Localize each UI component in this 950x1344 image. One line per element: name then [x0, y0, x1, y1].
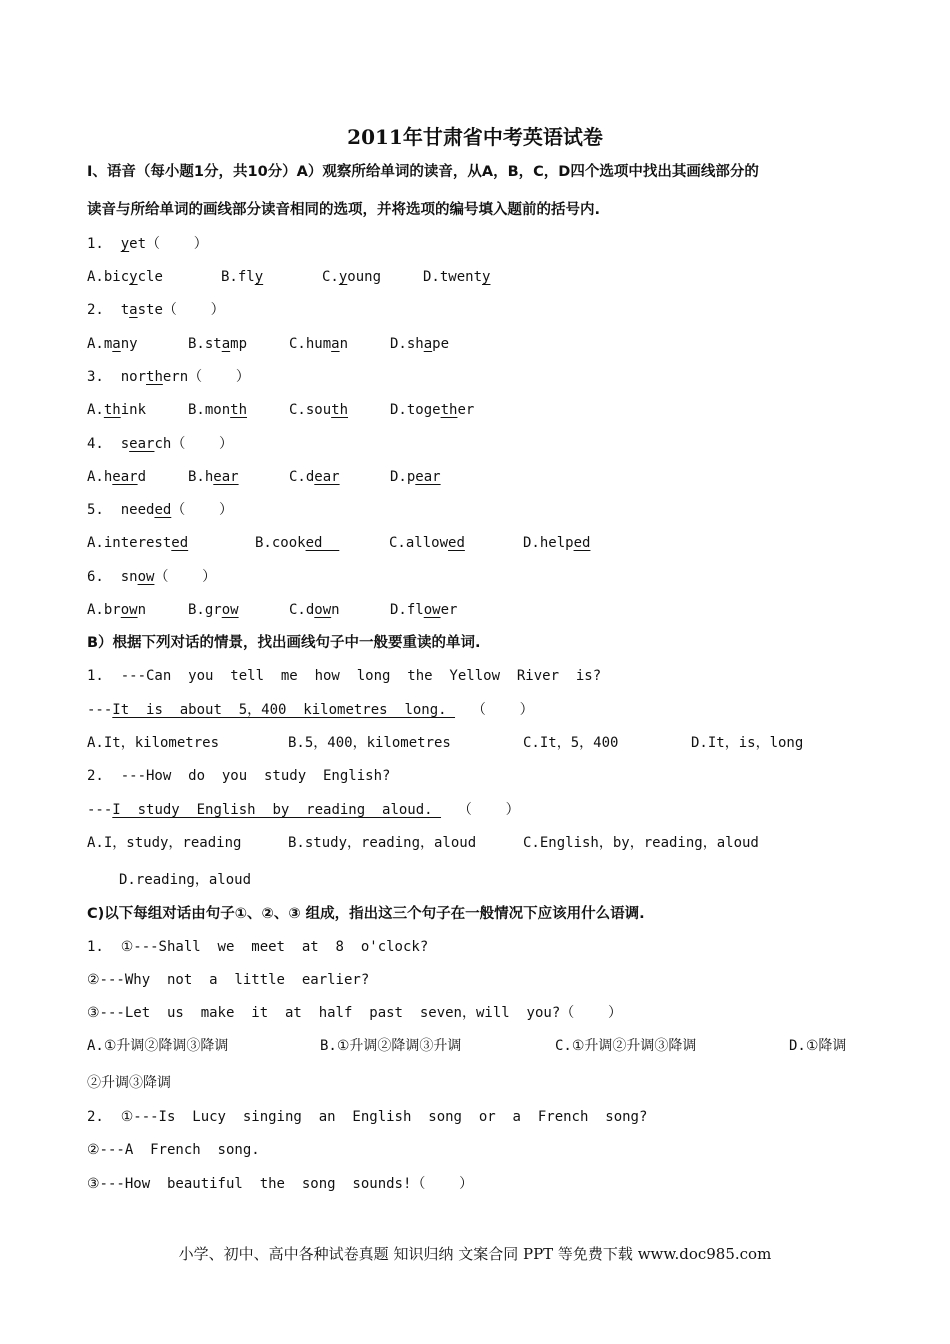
option-c: C.①升调②升调③降调	[555, 1038, 697, 1054]
q2-options	[87, 335, 449, 353]
b-q2-options	[87, 834, 759, 852]
q3-options	[87, 401, 474, 419]
c-q1-line1: 1. ①---Shall we meet at 8 o'clock?	[87, 939, 429, 955]
b-q1-options	[87, 734, 803, 752]
option-d: D.twenty	[423, 269, 491, 285]
b-q2-option-d: D.reading，aloud	[119, 872, 252, 888]
option-b: B.month	[188, 402, 248, 418]
c-q1-line2: ②---Why not a little earlier?	[87, 972, 370, 988]
q2-stem: 2. taste（ ）	[87, 302, 225, 318]
option-c: C.English，by，reading，aloud	[523, 835, 759, 851]
c-q1-options	[87, 1037, 846, 1055]
c-q1-option-d-cont: ②升调③降调	[87, 1075, 171, 1091]
sectionB-heading: B）根据下列对话的情景，找出画线句子中一般要重读的单词.	[87, 635, 481, 651]
section1-heading: I、语音（每小题1分，共10分）A）观察所给单词的读音，从A，B，C，D四个选项中找出其画线部分的	[87, 164, 759, 180]
option-a: A.bicycle	[87, 269, 163, 285]
q5-stem: 5. needed（ ）	[87, 502, 234, 518]
q4-stem: 4. search（ ）	[87, 436, 234, 452]
b-q2-question: 2. ---How do you study English?	[87, 768, 391, 784]
option-d: D.helped	[523, 535, 591, 551]
q6-options	[87, 601, 457, 619]
option-d: D.pear	[390, 469, 441, 485]
option-d: D.It，is，long	[691, 735, 804, 751]
option-c: C.young	[322, 269, 382, 285]
section1-heading-cont: 读音与所给单词的画线部分读音相同的选项，并将选项的编号填入题前的括号内.	[87, 202, 601, 218]
option-d: D.shape	[390, 336, 450, 352]
option-c: C.allowed	[389, 535, 465, 551]
page-title: 2011年甘肃省中考英语试卷	[347, 125, 603, 149]
b-q2-answer-line: ---I study English by reading aloud. （ ）	[87, 802, 520, 818]
option-d: D.together	[390, 402, 475, 418]
option-a: A.brown	[87, 602, 147, 618]
option-b: B.fly	[221, 269, 264, 285]
option-a: A.heard	[87, 469, 147, 485]
page-footer: 小学、初中、高中各种试卷真题 知识归纳 文案合同 PPT 等免费下载 www.doc985.com	[178, 1245, 772, 1263]
option-c: C.south	[289, 402, 349, 418]
option-a: A.interested	[87, 535, 189, 551]
b-q1-answer-line: ---It is about 5，400 kilometres long. （ ）	[87, 702, 534, 718]
option-b: B.①升调②降调③升调	[320, 1038, 462, 1054]
option-a: A.many	[87, 336, 138, 352]
option-c: C.It，5，400	[523, 735, 619, 751]
option-a: A.It，kilometres	[87, 735, 220, 751]
c-q2-line3: ③---How beautiful the song sounds!（ ）	[87, 1176, 474, 1192]
q5-options	[87, 534, 590, 552]
q3-stem: 3. northern（ ）	[87, 369, 250, 385]
option-b: B.hear	[188, 469, 239, 485]
option-a: A.①升调②降调③降调	[87, 1038, 229, 1054]
b-q1-question: 1. ---Can you tell me how long the Yellow River is?	[87, 668, 602, 684]
option-a: A.think	[87, 402, 147, 418]
option-d: D.①降调	[789, 1038, 847, 1054]
q4-options	[87, 468, 441, 486]
c-q1-line3: ③---Let us make it at half past seven，will you?（ ）	[87, 1005, 622, 1021]
c-q2-line2: ②---A French song.	[87, 1142, 260, 1158]
c-q2-line1: 2. ①---Is Lucy singing an English song or a French song?	[87, 1109, 648, 1125]
option-b: B.cooked	[255, 535, 340, 551]
option-c: C.human	[289, 336, 349, 352]
q1-options	[87, 268, 490, 286]
option-b: B.stamp	[188, 336, 248, 352]
option-c: C.down	[289, 602, 340, 618]
q1-stem: 1. yet（ ）	[87, 236, 208, 252]
option-d: D.flower	[390, 602, 458, 618]
q6-stem: 6. snow（ ）	[87, 569, 217, 585]
option-a: A.I，study，reading	[87, 835, 242, 851]
option-b: B.study，reading，aloud	[288, 835, 477, 851]
option-b: B.grow	[188, 602, 239, 618]
option-c: C.dear	[289, 469, 340, 485]
sectionC-heading: C)以下每组对话由句子①、②、③ 组成，指出这三个句子在一般情况下应该用什么语调.	[87, 906, 645, 922]
option-b: B.5，400，kilometres	[288, 735, 451, 751]
